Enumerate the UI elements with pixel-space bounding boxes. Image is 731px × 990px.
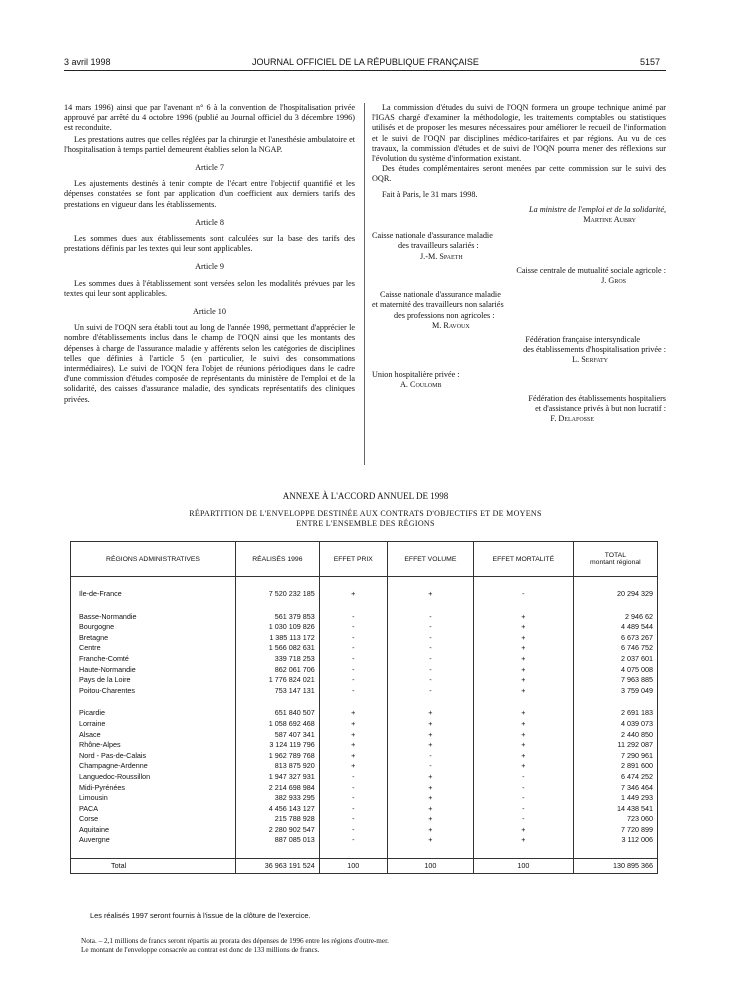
cell-region: Rhône-Alpes — [71, 740, 236, 751]
spacer-cell — [71, 696, 236, 708]
cell-prix: - — [319, 643, 387, 654]
cell-region: Champagne-Ardenne — [71, 761, 236, 772]
cell-mortalite: + — [473, 654, 573, 665]
cell-total: 2 691 183 — [573, 708, 657, 719]
repartition-table — [70, 541, 658, 874]
spacer-cell — [387, 600, 473, 612]
cell-mortalite: + — [473, 622, 573, 633]
cell-mortalite: - — [473, 772, 573, 783]
annex-subtitle-2: ENTRE L'ENSEMBLE DES RÉGIONS — [296, 519, 435, 528]
cell-mortalite: 100 — [473, 859, 573, 874]
cell-volume: - — [387, 686, 473, 697]
cell-total: 3 112 006 — [573, 835, 657, 846]
cell-region: Franche-Comté — [71, 654, 236, 665]
cell-region: Poitou-Charentes — [71, 686, 236, 697]
cell-volume: + — [387, 708, 473, 719]
cell-mortalite: + — [473, 675, 573, 686]
cell-mortalite: + — [473, 633, 573, 644]
cell-total: 7 346 464 — [573, 783, 657, 794]
cell-volume: - — [387, 751, 473, 762]
spacer-cell — [387, 577, 473, 590]
annex-subtitle: RÉPARTITION DE L'ENVELOPPE DESTINÉE AUX CONTRATS D'OBJECTIFS ET DE MOYENS — [189, 509, 542, 518]
signatory-5-org: Union hospitalière privée : — [372, 369, 460, 379]
cell-realises: 382 933 295 — [236, 793, 320, 804]
spacer-cell — [473, 696, 573, 708]
table-row — [71, 643, 658, 654]
cell-region: Bretagne — [71, 633, 236, 644]
header-date: 3 avril 1998 — [64, 57, 111, 67]
cell-volume: - — [387, 633, 473, 644]
cell-mortalite: + — [473, 612, 573, 623]
cell-prix: - — [319, 612, 387, 623]
header-divider — [64, 70, 666, 71]
table-row — [71, 740, 658, 751]
cell-realises: 4 456 143 127 — [236, 804, 320, 815]
cell-mortalite: + — [473, 825, 573, 836]
table-row — [71, 589, 658, 600]
cell-volume: + — [387, 814, 473, 825]
cell-prix: + — [319, 730, 387, 741]
cell-total: 6 746 752 — [573, 643, 657, 654]
cell-region: Total — [71, 859, 236, 874]
cell-realises: 339 718 253 — [236, 654, 320, 665]
cell-mortalite: + — [473, 740, 573, 751]
table-row — [71, 633, 658, 644]
cell-prix: + — [319, 751, 387, 762]
cell-realises: 887 085 013 — [236, 835, 320, 846]
signatory-5-name: A. Coulomb — [400, 379, 442, 389]
signatory-1-org: Caisse nationale d'assurance maladie — [372, 231, 493, 241]
spacer-cell — [71, 846, 236, 859]
cell-region: Picardie — [71, 708, 236, 719]
signatory-1-org-cont: des travailleurs salariés : — [398, 241, 479, 251]
cell-region: Lorraine — [71, 719, 236, 730]
cell-mortalite: - — [473, 793, 573, 804]
cell-realises: 3 124 119 796 — [236, 740, 320, 751]
cell-mortalite: - — [473, 589, 573, 600]
cell-mortalite: + — [473, 835, 573, 846]
cell-prix: 100 — [319, 859, 387, 874]
col-header-region: RÉGIONS ADMINISTRATIVES — [71, 542, 236, 577]
cell-realises: 1 947 327 931 — [236, 772, 320, 783]
table-row — [71, 825, 658, 836]
cell-volume: - — [387, 654, 473, 665]
cell-total: 130 895 366 — [573, 859, 657, 874]
cell-total: 4 075 008 — [573, 665, 657, 676]
cell-region: Bourgogne — [71, 622, 236, 633]
cell-total: 7 720 899 — [573, 825, 657, 836]
spacer-cell — [387, 846, 473, 859]
annex-title: ANNEXE À L'ACCORD ANNUEL DE 1998 — [282, 491, 449, 501]
cell-realises: 813 875 920 — [236, 761, 320, 772]
cell-realises: 2 214 698 984 — [236, 783, 320, 794]
cell-volume: + — [387, 804, 473, 815]
table-row — [71, 654, 658, 665]
cell-realises: 1 566 082 631 — [236, 643, 320, 654]
spacer-cell — [573, 577, 657, 590]
signatory-4-name: L. Serfaty — [572, 355, 608, 365]
cell-mortalite: + — [473, 708, 573, 719]
cell-total: 2 440 850 — [573, 730, 657, 741]
cell-region: Corse — [71, 814, 236, 825]
header-journal-title: JOURNAL OFFICIEL DE LA RÉPUBLIQUE FRANÇAISE — [252, 57, 479, 67]
spacer-cell — [236, 846, 320, 859]
cell-prix: - — [319, 633, 387, 644]
cell-realises: 1 962 789 768 — [236, 751, 320, 762]
table-row — [71, 772, 658, 783]
table-total-row — [71, 859, 658, 874]
spacer-cell — [573, 846, 657, 859]
cell-volume: - — [387, 612, 473, 623]
cell-region: Ile-de-France — [71, 589, 236, 600]
cell-total: 11 292 087 — [573, 740, 657, 751]
cell-volume: - — [387, 675, 473, 686]
cell-region: Pays de la Loire — [71, 675, 236, 686]
cell-region: Haute-Normandie — [71, 665, 236, 676]
signatory-6-org-cont: et d'assistance privés à but non lucratif : — [535, 404, 666, 414]
cell-volume: + — [387, 835, 473, 846]
cell-realises: 1 058 692 468 — [236, 719, 320, 730]
spacer-cell — [319, 696, 387, 708]
cell-mortalite: + — [473, 751, 573, 762]
signatory-3-name: M. Ravoux — [432, 320, 470, 330]
cell-volume: 100 — [387, 859, 473, 874]
spacer-cell — [71, 600, 236, 612]
cell-volume: - — [387, 761, 473, 772]
cell-prix: - — [319, 675, 387, 686]
cell-total: 7 963 885 — [573, 675, 657, 686]
table-footnote: Les réalisés 1997 seront fournis à l'issue de la clôture de l'exercice. — [90, 911, 311, 920]
cell-region: Centre — [71, 643, 236, 654]
cell-volume: + — [387, 730, 473, 741]
cell-realises: 862 061 706 — [236, 665, 320, 676]
cell-total: 2 946 62 — [573, 612, 657, 623]
ministre-name: Martine Aubry — [583, 215, 636, 225]
table-body — [71, 577, 658, 874]
header-page-number: 5157 — [640, 57, 661, 67]
spacer-cell — [573, 600, 657, 612]
spacer-cell — [236, 600, 320, 612]
cell-region: Midi-Pyrénées — [71, 783, 236, 794]
signatory-2-name: J. Gros — [601, 276, 626, 286]
cell-volume: - — [387, 665, 473, 676]
cell-volume: - — [387, 622, 473, 633]
article-10-text: Un suivi de l'OQN sera établi tout au long de l'année 1998, permettant d'apprécier le nombre d'établissements inclus dans le champ de l'OQN ainsi que les montants des dépenses à charge de l'assurance maladie y afférents selon les catégories de disciplines telles que définies à l'article 5 (en particulier, le suivi des consommations intermédiaires). Le suivi de l'OQN fera l'objet de réunions périodiques dans le cadre d'une commission d'études composée de représentants du ministère de l'emploi et de la solidarité, des caisses d'assurance maladie, des syndicats représentatifs des cliniques privées. — [64, 323, 355, 404]
col-header-volume: EFFET VOLUME — [387, 542, 473, 577]
cell-realises: 1 385 113 172 — [236, 633, 320, 644]
cell-total: 1 449 293 — [573, 793, 657, 804]
left-column — [64, 103, 355, 406]
spacer-cell — [387, 696, 473, 708]
cell-prix: + — [319, 708, 387, 719]
cell-prix: + — [319, 761, 387, 772]
table-row — [71, 793, 658, 804]
table-row — [71, 612, 658, 623]
spacer-cell — [236, 696, 320, 708]
cell-mortalite: + — [473, 719, 573, 730]
col-header-prix: EFFET PRIX — [319, 542, 387, 577]
cell-total: 6 474 252 — [573, 772, 657, 783]
article-9-title: Article 9 — [195, 262, 224, 272]
cell-prix: + — [319, 740, 387, 751]
cell-prix: - — [319, 665, 387, 676]
table-row — [71, 675, 658, 686]
cell-total: 4 489 544 — [573, 622, 657, 633]
cell-total: 14 438 541 — [573, 804, 657, 815]
cell-realises: 36 963 191 524 — [236, 859, 320, 874]
cell-prix: - — [319, 622, 387, 633]
cell-volume: + — [387, 783, 473, 794]
nota-line-2: Le montant de l'enveloppe consacrée au contrat est donc de 133 millions de francs. — [81, 946, 320, 954]
cell-realises: 587 407 341 — [236, 730, 320, 741]
table-spacer-row — [71, 577, 658, 590]
paragraph-etudes: Des études complémentaires seront menées par cette commission sur le suivi des OQR. — [372, 164, 666, 184]
article-7-text: Les ajustements destinés à tenir compte de l'écart entre l'objectif quantifié et les dépenses constatées se font par application d'un coefficient aux derniers tarifs des prestations en vigueur dans les établissements. — [64, 179, 355, 209]
table-row — [71, 804, 658, 815]
cell-prix: - — [319, 804, 387, 815]
cell-region: Languedoc-Roussillon — [71, 772, 236, 783]
cell-total: 2 037 601 — [573, 654, 657, 665]
table-spacer-row — [71, 846, 658, 859]
cell-total: 723 060 — [573, 814, 657, 825]
spacer-cell — [319, 600, 387, 612]
spacer-cell — [236, 577, 320, 590]
nota — [81, 937, 389, 955]
signatory-4-org: Fédération française intersyndicale — [525, 335, 640, 345]
cell-total: 20 294 329 — [573, 589, 657, 600]
cell-realises: 7 520 232 185 — [236, 589, 320, 600]
cell-total: 4 039 073 — [573, 719, 657, 730]
cell-realises: 215 788 928 — [236, 814, 320, 825]
cell-prix: - — [319, 814, 387, 825]
cell-volume: + — [387, 740, 473, 751]
col-header-total-line2: montant régional — [590, 559, 641, 566]
cell-mortalite: - — [473, 804, 573, 815]
table-row — [71, 665, 658, 676]
cell-region: Limousin — [71, 793, 236, 804]
table-row — [71, 719, 658, 730]
cell-volume: + — [387, 589, 473, 600]
signatory-6-name: F. Delafosse — [550, 414, 594, 424]
signatory-6-org: Fédération des établissements hospitaliers — [528, 394, 666, 404]
article-8-title: Article 8 — [195, 217, 224, 227]
cell-mortalite: + — [473, 686, 573, 697]
col-header-total — [573, 542, 657, 577]
spacer-cell — [473, 600, 573, 612]
table-row — [71, 730, 658, 741]
cell-mortalite: + — [473, 665, 573, 676]
cell-mortalite: + — [473, 643, 573, 654]
article-7-title: Article 7 — [195, 163, 224, 173]
cell-prix: - — [319, 783, 387, 794]
cell-realises: 651 840 507 — [236, 708, 320, 719]
col-header-mortalite: EFFET MORTALITÉ — [473, 542, 573, 577]
cell-mortalite: + — [473, 761, 573, 772]
spacer-cell — [473, 577, 573, 590]
cell-realises: 1 030 109 826 — [236, 622, 320, 633]
cell-prix: + — [319, 589, 387, 600]
cell-total: 3 759 049 — [573, 686, 657, 697]
cell-prix: - — [319, 793, 387, 804]
article-10-title: Article 10 — [193, 307, 226, 317]
col-header-total-line1: TOTAL — [604, 552, 626, 559]
col-header-realises: RÉALISÉS 1996 — [236, 542, 320, 577]
nota-line-1: Nota. – 2,1 millions de francs seront répartis au prorata des dépenses de 1996 entre les régions d'outre-mer. — [81, 937, 389, 945]
cell-realises: 561 379 853 — [236, 612, 320, 623]
cell-total: 7 290 961 — [573, 751, 657, 762]
cell-realises: 1 776 824 021 — [236, 675, 320, 686]
spacer-cell — [319, 577, 387, 590]
cell-region: Nord - Pas-de-Calais — [71, 751, 236, 762]
article-9-text: Les sommes dues à l'établissement sont versées selon les modalités prévues par les textes qui leur sont applicables. — [64, 278, 355, 298]
table-spacer-row — [71, 696, 658, 708]
cell-prix: + — [319, 719, 387, 730]
table-spacer-row — [71, 600, 658, 612]
cell-region: Auvergne — [71, 835, 236, 846]
paragraph-prestations: Les prestations autres que celles réglées par la chirurgie et l'anesthésie ambulatoire et l'hospitalisation à temps partiel demeurent établies selon la NGAP. — [64, 134, 355, 154]
cell-total: 6 673 267 — [573, 633, 657, 644]
table-row — [71, 761, 658, 772]
cell-prix: - — [319, 825, 387, 836]
cell-mortalite: - — [473, 783, 573, 794]
table-row — [71, 622, 658, 633]
cell-prix: - — [319, 772, 387, 783]
cell-total: 2 891 600 — [573, 761, 657, 772]
paragraph-commission: La commission d'études du suivi de l'OQN formera un groupe technique animé par l'IGAS chargé d'examiner la méthodologie, les traitements comptables ou statistiques utilisés et de proposer les mesures nécessaires pour améliorer le recueil de l'information et le suivi de l'OQN par disciplines médico-tarifaires et par régions. Au vu de ces travaux, la commission d'études et de suivi de l'OQN pourra mener des réflexions sur l'évolution du système d'information existant. — [372, 103, 666, 164]
table-row — [71, 835, 658, 846]
right-column — [372, 103, 666, 425]
fait-a-paris: Fait à Paris, le 31 mars 1998. — [382, 189, 478, 199]
table-header-row — [71, 542, 658, 577]
paragraph-intro: 14 mars 1996) ainsi que par l'avenant n° 6 à la convention de l'hospitalisation privée approuvé par arrêté du 4 octobre 1996 (publié au Journal officiel du 3 décembre 1996) est reconduite. — [64, 103, 355, 133]
signatory-3-org: Caisse nationale d'assurance maladie — [380, 290, 501, 300]
spacer-cell — [319, 846, 387, 859]
cell-volume: + — [387, 793, 473, 804]
cell-mortalite: + — [473, 730, 573, 741]
cell-volume: - — [387, 643, 473, 654]
cell-prix: - — [319, 654, 387, 665]
cell-volume: + — [387, 825, 473, 836]
cell-volume: + — [387, 772, 473, 783]
article-8-text: Les sommes dues aux établissements sont calculées sur la base des tarifs des prestations définis par les textes qui leur sont applicables. — [64, 234, 355, 254]
cell-prix: - — [319, 835, 387, 846]
table-row — [71, 708, 658, 719]
column-divider — [364, 103, 365, 465]
table-row — [71, 814, 658, 825]
cell-volume: + — [387, 719, 473, 730]
cell-region: Basse-Normandie — [71, 612, 236, 623]
cell-region: Alsace — [71, 730, 236, 741]
spacer-cell — [573, 696, 657, 708]
cell-prix: - — [319, 686, 387, 697]
cell-region: PACA — [71, 804, 236, 815]
table-row — [71, 686, 658, 697]
table-row — [71, 783, 658, 794]
signatory-3-org-cont: et maternité des travailleurs non salariés — [372, 300, 504, 310]
spacer-cell — [71, 577, 236, 590]
signatory-3-org-cont2: des professions non agricoles : — [394, 310, 495, 320]
table-row — [71, 751, 658, 762]
cell-region: Aquitaine — [71, 825, 236, 836]
cell-mortalite: - — [473, 814, 573, 825]
cell-realises: 2 280 902 547 — [236, 825, 320, 836]
cell-realises: 753 147 131 — [236, 686, 320, 697]
signatory-1-name: J.-M. Spaeth — [420, 251, 463, 261]
spacer-cell — [473, 846, 573, 859]
ministre-title: La ministre de l'emploi et de la solidarité, — [529, 204, 666, 214]
signatory-2-org: Caisse centrale de mutualité sociale agricole : — [516, 265, 666, 275]
signatory-4-org-cont: des établissements d'hospitalisation privée : — [523, 345, 666, 355]
